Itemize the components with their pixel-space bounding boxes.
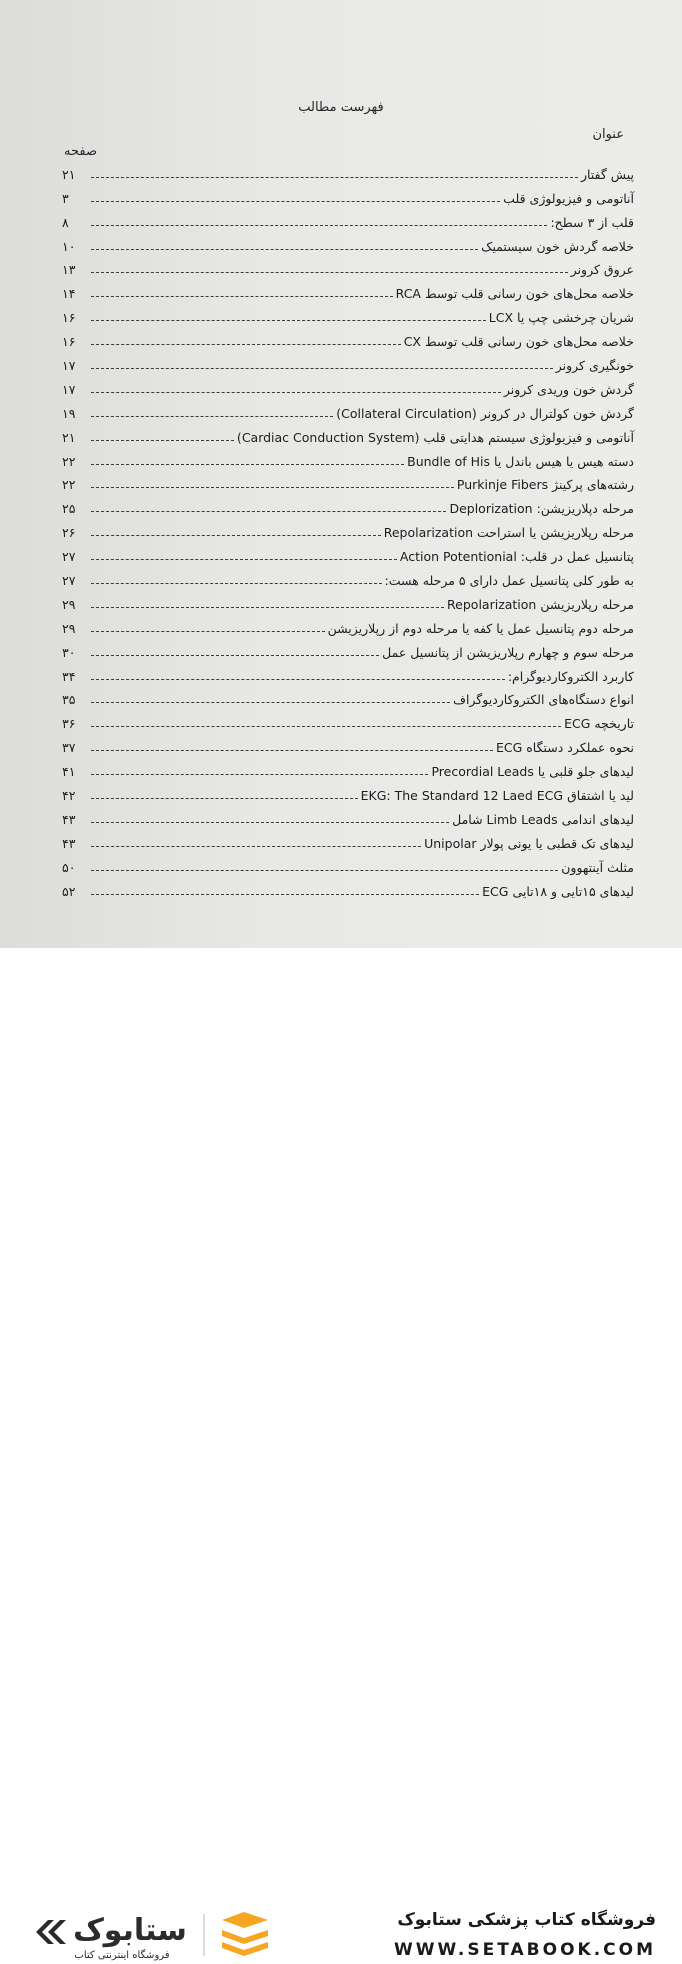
toc-entry-label: رشته‌های پرکینژ Purkinje Fibers (456, 477, 634, 493)
toc-entry (62, 256, 634, 280)
dotted-leader (91, 486, 454, 488)
toc-entry-label: انواع دستگاه‌های الکتروکاردیوگراف (452, 692, 634, 708)
dotted-leader (91, 248, 478, 250)
toc-entry-label: کاربرد الکتروکاردیوگرام: (507, 668, 634, 684)
toc-entry-page: ۸ (62, 214, 69, 230)
toc-entry-label: پتانسیل عمل در قلب: Action Potentionial (399, 549, 634, 565)
toc-entry (62, 877, 634, 901)
toc-entry-page: ۲۹ (62, 596, 76, 612)
dotted-leader (91, 654, 379, 656)
toc-entry-label: گردش خون وریدی کرونر (503, 381, 634, 397)
dotted-leader (91, 582, 382, 584)
toc-entry-page: ۱۶ (62, 334, 76, 350)
toc-entry-page: ۲۵ (62, 501, 76, 517)
logo-subtitle: فروشگاه اینترنتی کتاب (74, 1950, 170, 1961)
toc-entry (62, 232, 634, 256)
dotted-leader (91, 224, 547, 226)
toc-entry-label: مرحله رپلاریزیشن Repolarization (447, 596, 634, 612)
toc-entry (62, 208, 634, 232)
dotted-leader (91, 463, 404, 465)
toc-entry-page: ۲۹ (62, 620, 76, 636)
toc-entry-page: ۵۰ (62, 859, 76, 875)
dotted-leader (91, 797, 358, 799)
dotted-leader (91, 415, 333, 417)
toc-entry-label: خلاصه محل‌های خون رسانی قلب توسط CX (403, 334, 634, 350)
toc-entry-label: گردش خون کولترال در کرونر (Collateral Circulation) (336, 405, 634, 421)
dotted-leader (91, 606, 444, 608)
toc-entry (62, 375, 634, 399)
dotted-leader (91, 176, 578, 178)
column-page-header: صفحه (64, 144, 97, 159)
toc-entry (62, 447, 634, 471)
dotted-leader (91, 295, 393, 297)
dotted-leader (91, 749, 493, 751)
toc-entry-label: تاریخچه ECG (564, 716, 634, 732)
toc-entry-page: ۳۵ (62, 692, 76, 708)
toc-entry-label: لیدهای اندامی Limb Leads شامل (452, 811, 634, 827)
toc-entry (62, 805, 634, 829)
toc-entry (62, 471, 634, 495)
toc-entry-label: مرحله دوم پتانسیل عمل یا کفه یا مرحله دوم از رپلاریزیشن (327, 620, 634, 636)
toc-entry-page: ۱۳ (62, 262, 76, 278)
toc-entry-page: ۲۲ (62, 477, 76, 493)
toc-entry (62, 303, 634, 327)
toc-entry-page: ۲۱ (62, 166, 76, 182)
dotted-leader (91, 893, 479, 895)
logo-wordmark: ستابوک (73, 1913, 187, 1948)
dotted-leader (91, 534, 381, 536)
toc-entry-page: ۲۲ (62, 453, 76, 469)
dotted-leader (91, 630, 325, 632)
toc-entry-label: قلب از ۳ سطح: (550, 214, 634, 230)
toc-entry-label: خلاصه گردش خون سیستمیک (481, 238, 634, 254)
toc-entry (62, 327, 634, 351)
toc-entry-page: ۲۱ (62, 429, 76, 445)
toc-entry-page: ۲۶ (62, 525, 76, 541)
toc-entry (62, 781, 634, 805)
toc-entry (62, 853, 634, 877)
dotted-leader (91, 271, 568, 273)
toc-entry-page: ۱۷ (62, 358, 76, 374)
toc-entry (62, 638, 634, 662)
toc-entry (62, 399, 634, 423)
toc-entry (62, 160, 634, 184)
toc-entry-page: ۳۰ (62, 644, 76, 660)
toc-entry (62, 686, 634, 710)
store-url[interactable]: WWW.SETABOOK.COM (394, 1940, 656, 1960)
dotted-leader (91, 773, 428, 775)
toc-entry-page: ۴۱ (62, 764, 76, 780)
toc-entry (62, 279, 634, 303)
toc-entry-page: ۳ (62, 190, 69, 206)
toc-entry-label: آناتومی و فیزیولوژی قلب (503, 190, 634, 206)
toc-entry-page: ۴۲ (62, 788, 76, 804)
toc-title: فهرست مطالب (298, 100, 384, 115)
toc-entry-page: ۱۴ (62, 286, 76, 302)
toc-entry-page: ۴۳ (62, 811, 76, 827)
logo-book-stack-icon (222, 1912, 268, 1956)
toc-entry (62, 184, 634, 208)
toc-entry-page: ۵۲ (62, 883, 76, 899)
toc-entry-label: خلاصه محل‌های خون رسانی قلب توسط RCA (395, 286, 634, 302)
toc-entry-page: ۱۰ (62, 238, 76, 254)
toc-entry-page: ۳۶ (62, 716, 76, 732)
dotted-leader (91, 821, 449, 823)
dotted-leader (91, 439, 234, 441)
toc-entry (62, 757, 634, 781)
toc-entry-page: ۱۹ (62, 405, 76, 421)
toc-entry-label: لیدهای تک قطبی یا یونی پولار Unipolar (424, 835, 634, 851)
store-name: فروشگاه کتاب پزشکی ستابوک (397, 1910, 656, 1930)
toc-entry-label: به طور کلی پتانسیل عمل دارای ۵ مرحله هست: (384, 573, 634, 589)
toc-entry-label: لیدهای جلو قلبی یا Precordial Leads (431, 764, 634, 780)
toc-entry-label: لید یا اشتقاق EKG: The Standard 12 Laed ECG (360, 788, 634, 804)
toc-entry-label: مرحله سوم و چهارم رپلاریزیشن از پتانسیل عمل (382, 644, 634, 660)
toc-entry-page: ۲۷ (62, 573, 76, 589)
toc-entry (62, 614, 634, 638)
toc-entry (62, 494, 634, 518)
toc-entry-label: خونگیری کرونر (555, 358, 634, 374)
toc-entry-label: مرحله رپلاریزیشن یا استراحت Repolarization (383, 525, 634, 541)
dotted-leader (91, 558, 397, 560)
dotted-leader (91, 343, 401, 345)
toc-entry-label: عروق کرونر (570, 262, 634, 278)
toc-entry (62, 709, 634, 733)
toc-entry-label: نحوه عملکرد دستگاه ECG (495, 740, 634, 756)
toc-entry-label: مثلث آینتهوون (561, 859, 634, 875)
column-title-header: عنوان (592, 127, 624, 142)
toc-entry (62, 829, 634, 853)
toc-entry (62, 542, 634, 566)
toc-entry (62, 733, 634, 757)
toc-entry-label: آناتومی و فیزیولوژی سیستم هدایتی قلب (Cardiac Conduction System) (236, 429, 634, 445)
toc-entry-label: لیدهای ۱۵تایی و ۱۸تایی ECG (482, 883, 634, 899)
dotted-leader (91, 391, 501, 393)
book-page (0, 0, 682, 948)
toc-entry-page: ۱۶ (62, 310, 76, 326)
toc-entry (62, 518, 634, 542)
logo-double-chevron-icon (36, 1920, 66, 1944)
dotted-leader (91, 510, 446, 512)
dotted-leader (91, 869, 558, 871)
setabook-logo (22, 1906, 282, 1964)
dotted-leader (91, 725, 561, 727)
toc-entry (62, 566, 634, 590)
toc-entry-page: ۳۴ (62, 668, 76, 684)
toc-entry (62, 662, 634, 686)
toc-entry-label: مرحله دپلاریزیشن: Deplorization (449, 501, 634, 517)
toc-entry-label: پیش گفتار (580, 166, 634, 182)
toc-entry (62, 423, 634, 447)
toc-entry (62, 351, 634, 375)
dotted-leader (91, 319, 486, 321)
dotted-leader (91, 701, 450, 703)
toc-entry-page: ۱۷ (62, 381, 76, 397)
toc-entry-page: ۲۷ (62, 549, 76, 565)
toc-entry-page: ۳۷ (62, 740, 76, 756)
toc-entry-label: شریان چرخشی چپ یا LCX (488, 310, 634, 326)
dotted-leader (91, 845, 421, 847)
toc-entry-label: دسته هیس یا هیس باندل یا Bundle of His (407, 453, 634, 469)
dotted-leader (91, 367, 553, 369)
dotted-leader (91, 678, 505, 680)
toc-entry (62, 590, 634, 614)
dotted-leader (91, 200, 500, 202)
toc-entry-page: ۴۳ (62, 835, 76, 851)
toc-list (62, 160, 634, 901)
footer-banner (0, 948, 682, 1961)
